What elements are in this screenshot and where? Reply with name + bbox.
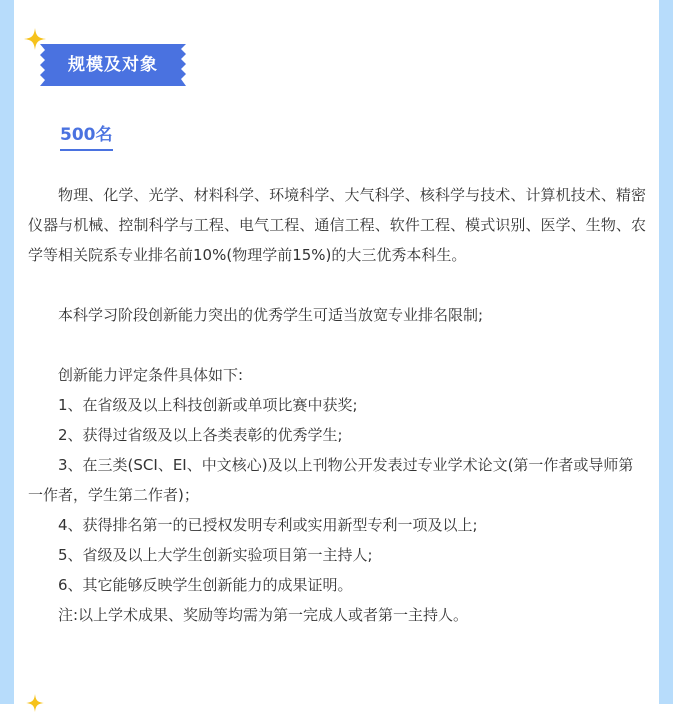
- right-border-bar: [659, 0, 673, 704]
- criteria-item: 3、在三类(SCI、EI、中文核心)及以上刊物公开发表过专业学术论文(第一作者或导师第一作者，学生第二作者)；: [28, 456, 634, 504]
- spacer: [28, 330, 646, 360]
- spacer: [28, 270, 646, 300]
- criteria-item: 5、省级及以上大学生创新实验项目第一主持人;: [58, 546, 373, 564]
- criteria-item: 1、在省级及以上科技创新或单项比赛中获奖;: [58, 396, 358, 414]
- relaxation-paragraph: 本科学习阶段创新能力突出的优秀学生可适当放宽专业排名限制;: [58, 306, 484, 324]
- criteria-item: 2、获得过省级及以上各类表彰的优秀学生;: [58, 426, 343, 444]
- quota-subheading: 500名: [60, 124, 113, 151]
- criteria-item: 6、其它能够反映学生创新能力的成果证明。: [58, 576, 353, 594]
- body-content: [28, 180, 646, 630]
- left-border-bar: [0, 0, 14, 704]
- section-title-ribbon: [40, 44, 186, 86]
- criteria-intro: 创新能力评定条件具体如下:: [58, 366, 244, 384]
- eligibility-paragraph: 物理、化学、光学、材料科学、环境科学、大气科学、核科学与技术、计算机技术、精密仪器与机械、控制科学与工程、电气工程、通信工程、软件工程、模式识别、医学、生物、农学等相关院系专业排名前10%(物理学前15%)的大三优秀本科生。: [28, 186, 646, 264]
- criteria-item: 4、获得排名第一的已授权发明专利或实用新型专利一项及以上;: [58, 516, 478, 534]
- section-title: 规模及对象: [68, 55, 158, 75]
- note-text: 注:以上学术成果、奖励等均需为第一完成人或者第一主持人。: [58, 606, 469, 624]
- sparkle-icon: [26, 694, 44, 712]
